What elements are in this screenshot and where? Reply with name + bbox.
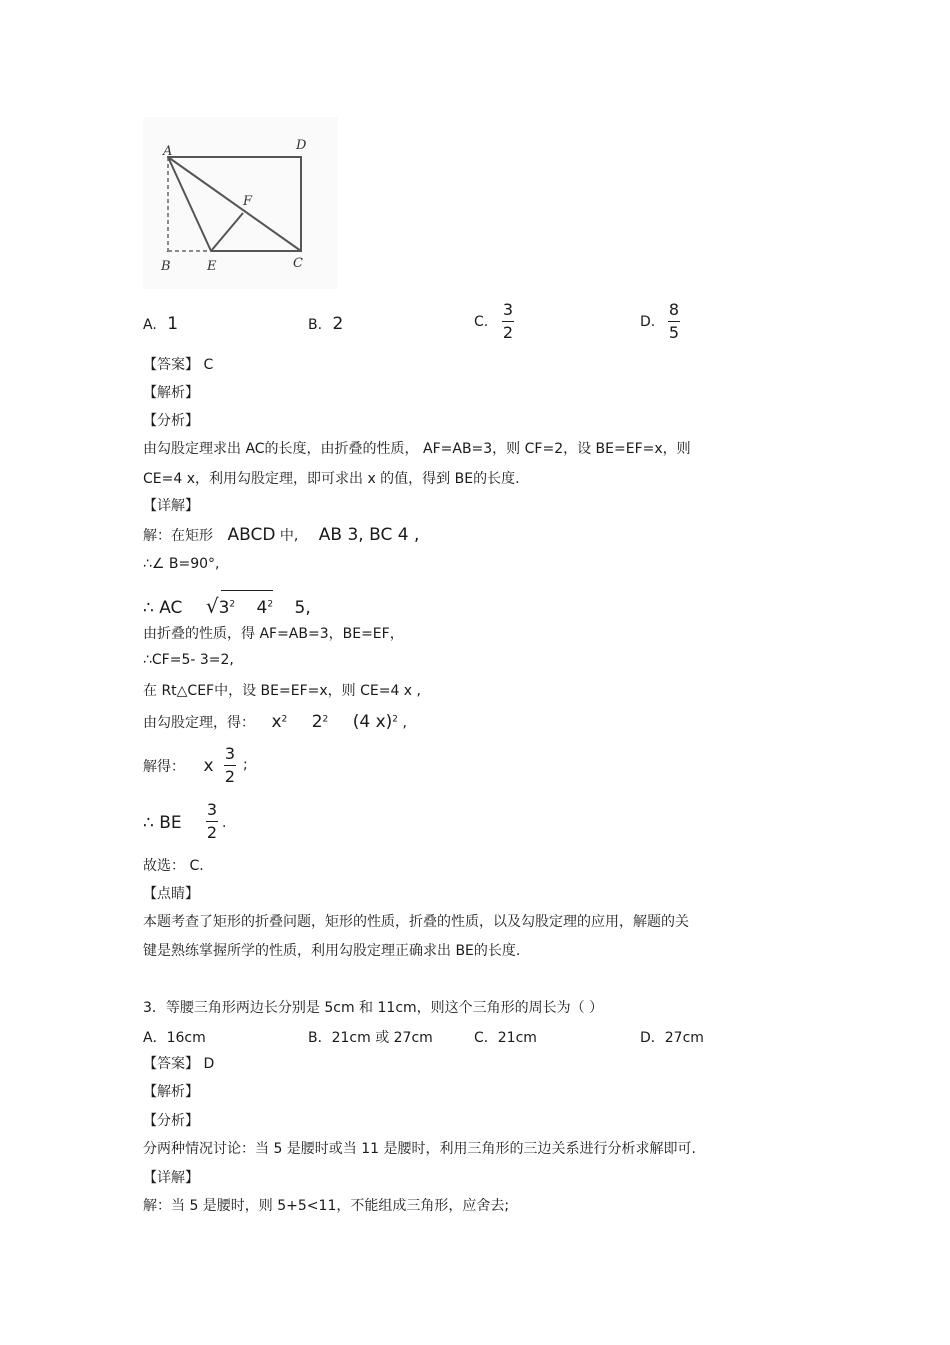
exponent: 2 — [392, 714, 398, 725]
numerator: 3 — [224, 744, 236, 763]
step-9-fraction — [206, 800, 218, 843]
step-text: ∴ AC — [143, 598, 183, 618]
option-letter: A. — [143, 317, 157, 333]
analysis-line-2: CE=4 x，利用勾股定理，即可求出 x 的值，得到 BE的长度. — [143, 471, 520, 487]
option-d-label: D. — [640, 314, 656, 330]
option-a — [143, 314, 178, 334]
q3-fenxi-heading: 【分析】 — [143, 1113, 199, 1129]
q3-option-c: C．21cm — [474, 1030, 537, 1046]
exponent: 2 — [229, 599, 236, 610]
comment-line-1: 本题考查了矩形的折叠问题，矩形的性质，折叠的性质，以及勾股定理的应用，解题的关 — [143, 914, 689, 930]
solution-step-9: ∴ BE — [143, 813, 182, 833]
fenxi-heading: 【分析】 — [143, 413, 199, 429]
answer-line: 【答案】 C — [143, 357, 214, 373]
exponent: 2 — [322, 714, 329, 725]
denominator: 5 — [668, 323, 680, 342]
xiangjie-heading: 【详解】 — [143, 498, 199, 514]
denominator: 2 — [224, 767, 236, 786]
rectangle-fold-diagram — [143, 117, 338, 289]
sqrt-term: 3 — [218, 598, 230, 618]
step-math: x — [271, 712, 282, 732]
q3-stem: 3．等腰三角形两边长分别是 5cm 和 11cm，则这个三角形的周长为（ ） — [143, 1000, 604, 1016]
sqrt-term: 4 — [256, 598, 268, 618]
step-math: 2 — [311, 712, 323, 732]
solution-step-3 — [143, 594, 311, 618]
label-e: E — [207, 259, 217, 274]
exponent: 2 — [281, 714, 288, 725]
label-d: D — [296, 138, 307, 153]
step-text: , — [402, 715, 407, 731]
option-d-fraction — [668, 300, 680, 343]
q3-answer-line: 【答案】 D — [143, 1056, 215, 1072]
segment-ef — [211, 213, 243, 251]
analysis-line-1: 由勾股定理求出 AC的长度，由折叠的性质， AF=AB=3，则 CF=2，设 BE=EF=x，则 — [143, 441, 691, 457]
option-value: 1 — [167, 314, 179, 334]
solution-step-4: 由折叠的性质，得 AF=AB=3，BE=EF， — [143, 626, 404, 642]
denominator: 2 — [502, 323, 514, 342]
option-letter: B. — [308, 317, 323, 333]
q3-jiexi-heading: 【解析】 — [143, 1084, 199, 1100]
option-c-fraction — [502, 300, 514, 343]
solution-step-6: 在 Rt△CEF中，设 BE=EF=x，则 CE=4 x , — [143, 683, 421, 699]
q3-option-b: B．21cm 或 27cm — [308, 1030, 433, 1046]
comment-line-2: 键是熟练掌握所学的性质，利用勾股定理正确求出 BE的长度. — [143, 943, 521, 959]
label-a: A — [163, 144, 173, 159]
result: 5, — [294, 598, 311, 618]
numerator: 3 — [206, 800, 218, 819]
dianjing-heading: 【点睛】 — [143, 886, 199, 902]
numerator: 3 — [502, 300, 514, 319]
step-text: 由勾股定理，得： — [143, 715, 255, 731]
solution-step-7 — [143, 712, 407, 732]
jiexi-heading: 【解析】 — [143, 385, 199, 401]
step-math: (4 x) — [352, 712, 393, 732]
rect-name: ABCD — [227, 525, 276, 545]
step-9-end: . — [222, 815, 227, 831]
step-8-end: ; — [243, 757, 248, 773]
exponent: 2 — [267, 599, 274, 610]
q3-xiangjie-heading: 【详解】 — [143, 1170, 199, 1186]
sqrt-sign: √ — [205, 594, 219, 618]
step-math: x — [203, 756, 214, 776]
label-b: B — [161, 259, 171, 274]
label-f: F — [243, 194, 253, 209]
option-c-label: C. — [474, 314, 489, 330]
q3-solution-step-1: 解：当 5 是腰时，则 5+5<11，不能组成三角形，应舍去; — [143, 1198, 510, 1214]
q3-analysis: 分两种情况讨论：当 5 是腰时或当 11 是腰时，利用三角形的三边关系进行分析求解即可. — [143, 1141, 696, 1157]
diagonal-ac — [168, 157, 301, 251]
solution-step-8 — [143, 756, 214, 776]
step-math: AB 3, BC 4 , — [318, 525, 420, 545]
q3-option-d: D．27cm — [640, 1030, 704, 1046]
sqrt-bar — [221, 590, 273, 591]
solution-step-10: 故选： C. — [143, 858, 204, 874]
label-c: C — [293, 256, 303, 271]
numerator: 8 — [668, 300, 680, 319]
solution-step-1 — [143, 525, 419, 545]
q3-option-a: A．16cm — [143, 1030, 206, 1046]
solution-step-2: ∴∠ B=90°, — [143, 556, 220, 572]
step-text: 解：在矩形 — [143, 528, 213, 544]
step-8-fraction — [224, 744, 236, 787]
step-text: 中, — [279, 528, 299, 544]
denominator: 2 — [206, 823, 218, 842]
step-text: 解得： — [143, 759, 185, 775]
geometry-figure — [143, 117, 338, 289]
solution-step-5: ∴CF=5- 3=2, — [143, 652, 234, 668]
option-b — [308, 314, 343, 334]
option-value: 2 — [332, 314, 344, 334]
